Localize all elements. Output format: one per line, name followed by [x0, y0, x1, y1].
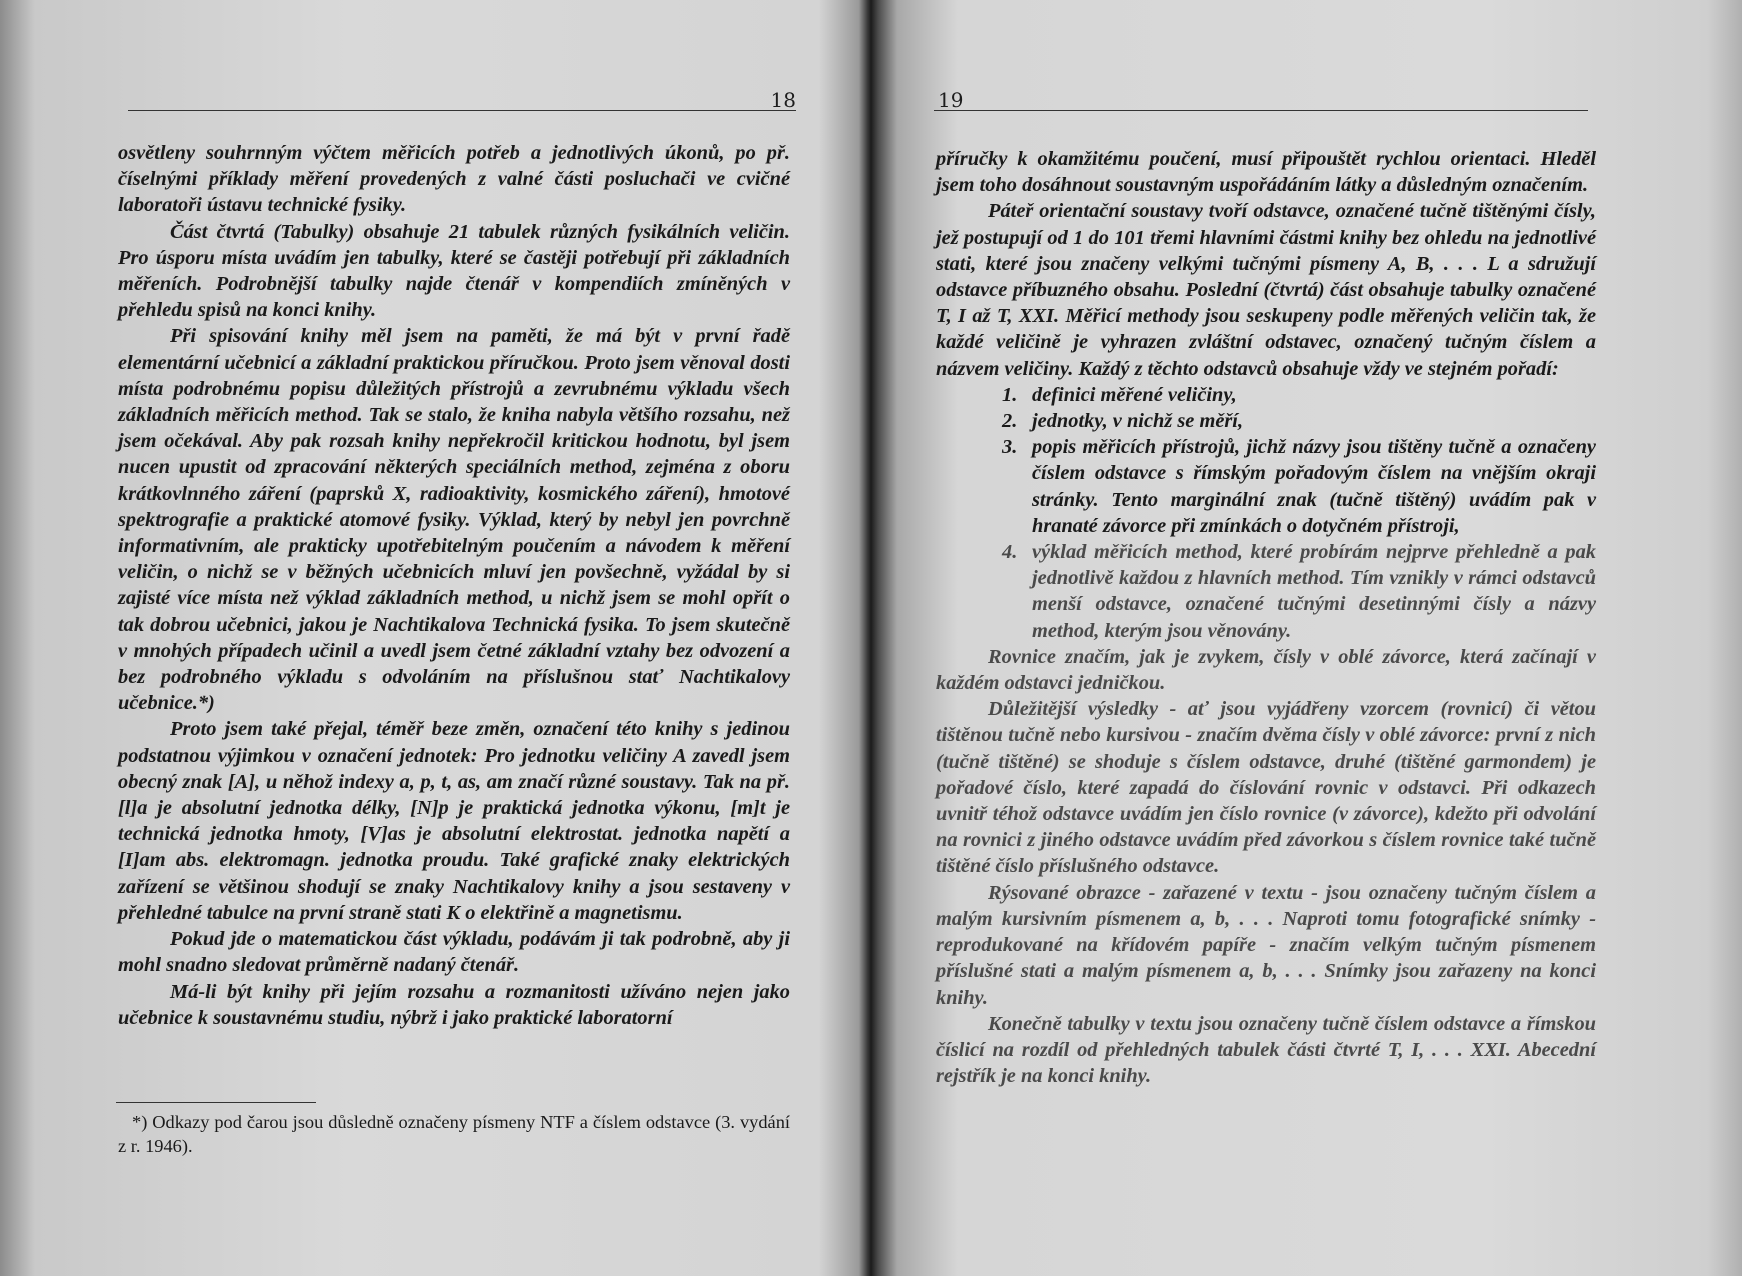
list-item [936, 434, 1596, 539]
paragraph: Páteř orientační soustavy tvoří odstavce, označené tučně tištěnými čísly, jež postupují od 1 do 101 třemi hlavními částmi knihy bez ohledu na jednotlivé stati, které jsou značeny velkými tučnými písmeny A, B, . . . L a sdružují odstavce příbuzného obsahu. Poslední (čtvrtá) část obsahuje tabulky označené T, I až T, XXI. Měřicí methody jsou seskupeny podle měřených veličin tak, že každé veličině je vyhrazen zvláštní odstavec, označený tučným číslem a názvem veličiny. Každý z těchto odstavců obsahuje vždy ve stejném pořadí: [936, 200, 1596, 380]
list-text: výklad měřicích method, které probírám nejprve přehledně a pak jednotlivě každou z hlavních method. Tím vznikly v rámci odstavců menší odstavce, označené tučnými desetinnými čísly a názvy method, kterým jsou věnovány. [1032, 541, 1596, 642]
list-item [936, 539, 1596, 644]
list-number: 1. [1002, 383, 1018, 406]
right-page [874, 0, 1742, 1276]
page-number-left: 18 [128, 88, 796, 111]
list-text: definici měřené veličiny, [1032, 383, 1237, 406]
list-item [936, 382, 1596, 408]
page-number-right: 19 [934, 88, 1588, 111]
paragraph: Rovnice značím, jak je zvykem, čísly v oblé závorce, která začínají v každém odstavci jedničkou. [936, 645, 1596, 695]
paragraph: příručky k okamžitému poučení, musí připouštět rychlou orientaci. Hleděl jsem toho dosáhnout soustavným uspořádáním látky a důsledným označením. [936, 148, 1596, 197]
footnote-rule [116, 1102, 316, 1103]
paragraph: Rýsované obrazce - zařazené v textu - jsou označeny tučným číslem a malým kursivním písmenem a, b, . . . Naproti tomu fotografické snímky - reprodukované na křídovém papíře - značím velkým tučným písmenem příslušné stati a malým písmenem a, b, . . . Snímky jsou zařazeny na konci knihy. [936, 881, 1596, 1009]
paragraph: Konečně tabulky v textu jsou označeny tučně číslem odstavce a římskou číslicí na rozdíl od přehledných tabulek části čtvrté T, I, . . . XXI. Abecední rejstřík je na konci knihy. [936, 1012, 1596, 1088]
paragraph: Důležitější výsledky - ať jsou vyjádřeny vzorcem (rovnicí) či větou tištěnou tučně nebo kursivou - značím dvěma čísly v oblé závorce: první z nich (tučně tištěné) se shoduje s číslem odstavce, druhé (tištěné garmondem) je pořadové číslo, které zapadá do číslování rovnic v odstavci. Při odkazech uvnitř téhož odstavce uvádím jen číslo rovnice (v závorce), kdežto při odvolání na rovnici z jiného odstavce uvádím před závorkou s číslem rovnice také tučně tištěné číslo příslušného odstavce. [936, 698, 1596, 878]
list-number: 2. [1002, 410, 1018, 433]
list-number: 4. [1002, 541, 1018, 564]
footnote [118, 1110, 790, 1158]
right-page-body [936, 146, 1596, 1089]
list-number: 3. [1002, 436, 1018, 459]
list-text: jednotky, v nichž se měří, [1032, 410, 1244, 433]
paragraph: Proto jsem také přejal, téměř beze změn, označení této knihy s jedinou podstatnou výjimkou v označení jednotek: Pro jednotku veličiny A zavedl jsem obecný znak [A], u něhož indexy a, p, t, as, am značí různé soustavy. Tak na př. [l]a je absolutní jednotka délky, [N]p je praktická jednotka výkonu, [m]t je technická jednotka hmoty, [V]as je absolutní elektrostat. jednotka napětí a [I]am abs. elektromagn. jednotka proudu. Také grafické znaky elektrických zařízení se většinou shodují se znaky Nachtikalovy knihy a jsou sestaveny v přehledné tabulce na první straně stati K o elektřině a magnetismu. [118, 718, 790, 924]
left-page-body [118, 140, 790, 1031]
left-page [0, 0, 868, 1276]
paragraph: Při spisování knihy měl jsem na paměti, že má být v první řadě elementární učebnicí a základní praktickou příručkou. Proto jsem věnoval dosti místa podrobnému popisu důležitých přístrojů a zevrubnému výkladu všech základních měřicích method. Tak se stalo, že kniha nabyla většího rozsahu, než jsem očekával. Aby pak rozsah knihy nepřekročil kritickou hodnotu, byl jsem nucen upustit od zpracování některých speciálních method, zejména z oboru krátkovlnného záření (paprsků X, radioaktivity, kosmického záření), hmotové spektrografie a praktické atomové fysiky. Výklad, který by nebyl jen povrchně informativním, ale prakticky upotřebitelným poučením a návodem k měření veličin, o nichž se v běžných učebnicích mluví jen povšechně, vyžádal by si zajisté více místa než výklad základních method, u nichž jsem se mohl opřít o tak dobrou učebnici, jakou je Nachtikalova Technická fysika. To jsem skutečně v mnohých případech učinil a uvedl jsem četné základní vztahy bez odvození a bez podrobného výkladu s odvoláním na příslušnou stať Nachtikalovy učebnice.*) [118, 325, 790, 715]
paragraph: Pokud jde o matematickou část výkladu, podávám ji tak podrobně, aby ji mohl snadno sledovat průměrně nadaný čtenář. [118, 928, 790, 977]
footnote-text: *) Odkazy pod čarou jsou důsledně označeny písmeny NTF a číslem odstavce (3. vydání z r. 1946). [118, 1112, 790, 1156]
paragraph: osvětleny souhrnným výčtem měřicích potřeb a jednotlivých úkonů, po př. číselnými příklady měření provedených z valné části posluchači ve cvičné laboratoři ústavu technické fysiky. [118, 142, 790, 217]
paragraph: Má-li být knihy při jejím rozsahu a rozmanitosti užíváno nejen jako učebnice k soustavnému studiu, nýbrž i jako praktické laboratorní [118, 980, 790, 1029]
paragraph: Část čtvrtá (Tabulky) obsahuje 21 tabulek různých fysikálních veličin. Pro úsporu místa uvádím jen tabulky, které se častěji potřebují při základních měřeních. Podrobnější tabulky najde čtenář v kompendiích zmíněných v přehledu spisů na konci knihy. [118, 220, 790, 322]
list-text: popis měřicích přístrojů, jichž názvy jsou tištěny tučně a označeny číslem odstavce s římským pořadovým číslem na vnějším okraji stránky. Tento marginální znak (tučně tištěný) uvádím pak v hranaté závorce při zmínkách o dotyčném přístroji, [1032, 436, 1596, 537]
list-item [936, 408, 1596, 434]
